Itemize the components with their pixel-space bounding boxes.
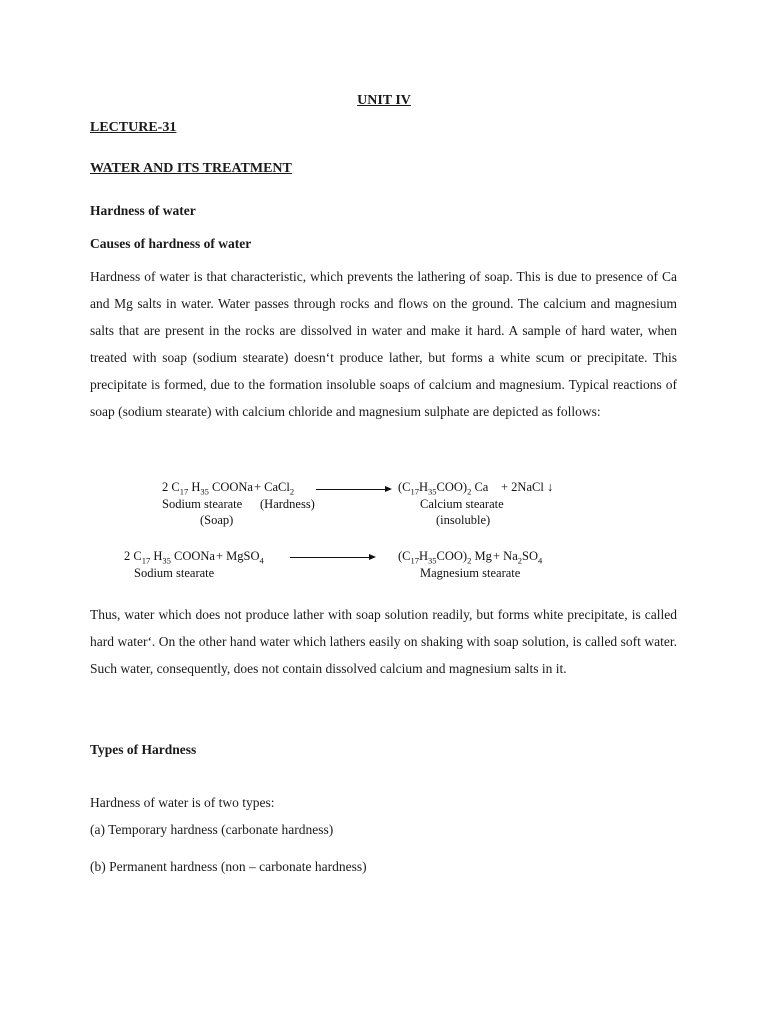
reaction-2-label-magnesium-stearate: Magnesium stearate (420, 566, 521, 580)
reaction-2-product-2: + $Na_2SO_4$ (493, 549, 543, 566)
types-intro: Hardness of water is of two types: (90, 795, 275, 810)
reaction-2-reactant-2: + MgSO$_4$ (216, 549, 264, 566)
reaction-2-reactant-1: 2 $C_{17}$ $H_{35}$ COONa (124, 549, 215, 566)
reaction-1-label-hardness: (Hardness) (260, 497, 315, 511)
reaction-2-arrow (290, 557, 374, 558)
paragraph-causes: Hardness of water is that characteristic, which prevents the lathering of soap. This is due to presence of Ca and Mg salts in water. Water passes through rocks and flows on the ground. The calcium and magnesium salts that are present in the rocks are dissolved in water and make it hard. A sample of hard water, when treated with soap (sodium stearate) doesn‘t produce lather, but forms a white scum or precipitate. This precipitate is formed, due to the formation insoluble soaps of calcium and magnesium. Typical reactions of soap (sodium stearate) with calcium chloride and magnesium sulphate are depicted as follows: (90, 269, 677, 419)
lecture-heading: LECTURE-31 (90, 120, 177, 135)
type-temporary: (a) Temporary hardness (carbonate hardness) (90, 822, 334, 837)
reaction-2-label-sodium-stearate: Sodium stearate (134, 566, 215, 580)
type-permanent: (b) Permanent hardness (non – carbonate hardness) (90, 859, 367, 874)
paragraph-hard-soft-water: Thus, water which does not produce lather with soap solution readily, but forms white precipitate, is called hard water‘. On the other hand water which lathers easily on shaking with soap solution, is called soft water. Such water, consequently, does not contain dissolved calcium and magnesium salts in it. (90, 607, 677, 676)
reaction-1-label-calcium-stearate: Calcium stearate (420, 497, 504, 511)
reaction-2-product-1: $(C_{17}H_{35}COO)_2$ Mg (398, 549, 492, 566)
section-heading-types: Types of Hardness (90, 742, 197, 757)
reaction-1-label-soap: (Soap) (200, 513, 234, 527)
reaction-1-product-2: + 2NaCl ↓ (501, 480, 554, 494)
unit-heading: UNIT IV (357, 93, 411, 108)
chapter-title: WATER AND ITS TREATMENT (90, 161, 292, 176)
reaction-1-arrow (316, 489, 390, 490)
section-heading-hardness: Hardness of water (90, 203, 196, 218)
reaction-1-reactant-1: 2 $C_{17}$ $H_{35}$ COONa (162, 480, 253, 497)
section-heading-causes: Causes of hardness of water (90, 236, 252, 251)
reaction-1-label-sodium-stearate: Sodium stearate (162, 497, 243, 511)
reaction-1-reactant-2: + CaCl$_2$ (254, 480, 295, 497)
reaction-1-label-insoluble: (insoluble) (436, 513, 491, 527)
reaction-1-product-1: $(C_{17}H_{35}COO)_2$ Ca (398, 480, 489, 497)
